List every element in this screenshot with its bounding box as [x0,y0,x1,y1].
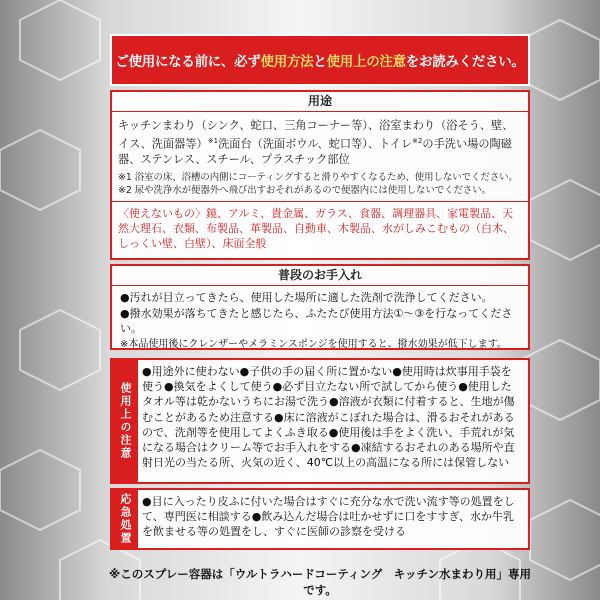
footnote-1: ※1 浴室の床、浴槽の内側にコーティングすると滑りやすくなるため、使用しないでください。 [118,172,518,184]
care-note: ※本品使用後にクレンザーやメラミンスポンジを使用すると、撥水効果が低下します。 [120,338,507,350]
usage-title: 用途 [112,92,528,112]
usage-body [112,112,528,167]
footnote-marker-2: ※2 [412,136,423,145]
usage-section [110,90,530,260]
cautions-text: ●用途外に使わない●子供の手の届く所に置かない●使用時は炊事用手袋を使う●換気をよくして使う●必ず目立たない所で試してから使う●使用したタオル等は乾かないうちにお湯で洗う●溶液が衣類に付着すると、生地が傷むことがあるため注意する●床に溶液がこぼれた場合は、滑るおそれがあるので、洗剤等を使用してよくふき取る●使用後は手をよく洗い、手荒れが気になる場合はクリーム等でお手入れをする●凍結するおそれのある場所や直射日光の当たる所、火気の近く、40℃以上の高温になる所には保管しない [142,365,515,470]
exclusive-container-note: ※このスプレー容器は「ウルトラハードコーティング キッチン水まわり用」専用です。 [109,567,531,597]
daily-care-body [112,286,528,352]
banner-highlight-cautions: 使用上の注意 [326,54,406,70]
read-before-use-banner [110,34,530,86]
footnote-marker-1: ※1 [207,136,219,145]
daily-care-section [110,264,530,350]
banner-highlight-usage: 使用方法 [260,54,314,70]
banner-text-part3: をお読みください。 [405,54,525,70]
care-line-2: ●撥水効果が落ちてきたと感じたら、ふたたび使用方法①～③を行なってください。 [120,306,513,335]
unusable-list: 鏡、アルミ、貴金属、ガラス、食器、調理器具、家電製品、天然大理石、衣類、布製品、革製品、自動車、木製品、水がしみこむもの（白木、しっくい壁、白壁）、床面全般 [118,207,514,251]
usage-body-b: 洗面台（洗面ボウル、蛇口等）、トイレ [218,137,413,151]
footnote-2: ※2 尿や洗浄水が便器外へ飛び出すおそれがあるので便器内には使用しないでください。 [118,185,492,197]
usage-body-c: の手洗い場の陶磁器、ステンレス、スチール、プラスチック部位 [118,137,512,166]
daily-care-title: 普段のお手入れ [112,266,528,286]
first-aid-label: 応急処置 [112,490,138,548]
unusable-items [112,202,528,251]
care-line-1: ●汚れが目立ってきたら、使用した場所に適した洗剤で洗浄してください。 [120,291,493,304]
usage-body-a: キッチンまわり（シンク、蛇口、三角コーナー等）、浴室まわり（浴そう、壁、イス、洗面器等） [118,119,514,151]
first-aid-section [110,488,530,550]
cautions-label: 使用上の注意 [112,360,138,482]
unusable-heading: 〈使えないもの〉 [118,207,206,221]
banner-text-part2: と [313,54,327,70]
banner-text-part1: ご使用になる前に、必ず [115,54,261,70]
first-aid-text: ●目に入ったり皮ふに付いた場合はすぐに充分な水で洗い流す等の処置をして、専門医に相談する●飲み込んだ場合は吐かせずに口をすすぎ、水か牛乳を飲ませる等の処置をし、すぐに医師の診察を受ける [142,495,515,539]
cautions-section [110,358,530,484]
